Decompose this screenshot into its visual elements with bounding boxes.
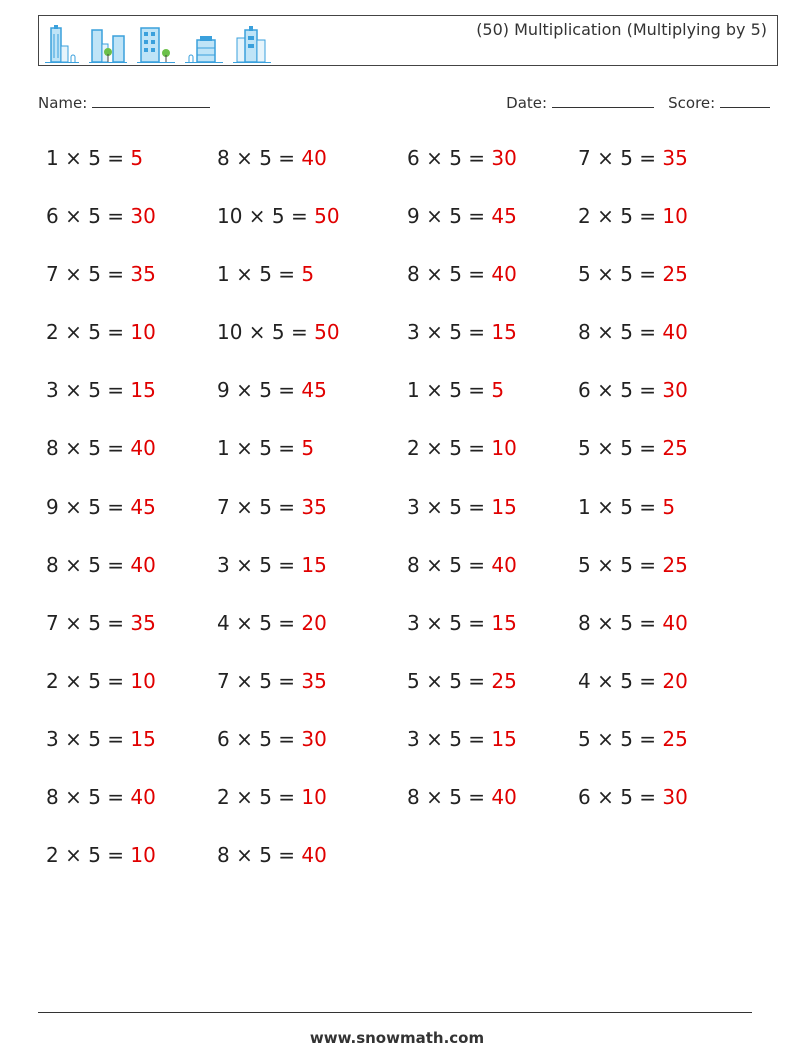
problem-question: 5 × 5 = <box>578 436 663 461</box>
problem-question: 8 × 5 = <box>578 610 663 635</box>
problem <box>407 785 517 809</box>
problem-question: 5 × 5 = <box>407 668 492 693</box>
problem <box>578 669 688 693</box>
problem-answer: 15 <box>491 726 517 751</box>
problem-question: 7 × 5 = <box>46 262 131 287</box>
problem-question: 5 × 5 = <box>578 726 663 751</box>
problem-question: 6 × 5 = <box>578 378 663 403</box>
problem-question: 3 × 5 = <box>46 378 131 403</box>
problem <box>217 785 327 809</box>
problem-answer: 15 <box>130 726 156 751</box>
problem <box>407 611 517 635</box>
problem <box>407 204 517 228</box>
problem-question: 6 × 5 = <box>217 726 302 751</box>
problem <box>217 262 314 286</box>
problem-answer: 40 <box>130 785 156 810</box>
footer-rule <box>38 1012 752 1013</box>
building-icon <box>185 24 223 64</box>
problem <box>46 727 156 751</box>
problem-question: 3 × 5 = <box>217 552 302 577</box>
problem-question: 2 × 5 = <box>46 320 131 345</box>
problem-answer: 35 <box>301 668 327 693</box>
problem-row <box>46 146 766 204</box>
problem-question: 1 × 5 = <box>217 436 302 461</box>
problem <box>46 843 156 867</box>
problem-question: 1 × 5 = <box>578 494 663 519</box>
problem-answer: 5 <box>301 436 315 461</box>
problem <box>578 727 688 751</box>
footer-url: www.snowmath.com <box>309 1029 485 1047</box>
problem-question: 2 × 5 = <box>46 668 131 693</box>
problem-grid <box>46 146 766 901</box>
problem-question: 6 × 5 = <box>46 204 131 229</box>
problem-answer: 35 <box>662 146 688 170</box>
problem <box>578 436 688 460</box>
problem-answer: 40 <box>130 436 156 461</box>
problem-question: 8 × 5 = <box>217 843 302 868</box>
problem <box>217 611 327 635</box>
problem-answer: 35 <box>130 262 156 287</box>
problem-answer: 40 <box>491 552 517 577</box>
problem-question: 3 × 5 = <box>407 726 492 751</box>
problem-answer: 40 <box>491 262 517 287</box>
problem <box>46 146 143 170</box>
problem-question: 8 × 5 = <box>407 785 492 810</box>
problem-answer: 40 <box>301 146 327 170</box>
building-icon <box>137 24 175 64</box>
problem-answer: 25 <box>662 726 688 751</box>
problem-answer: 50 <box>314 320 340 345</box>
problem <box>217 495 327 519</box>
problem-question: 6 × 5 = <box>578 785 663 810</box>
problem-question: 2 × 5 = <box>217 785 302 810</box>
score-line[interactable] <box>720 93 770 108</box>
problem <box>407 495 517 519</box>
worksheet-title: (50) Multiplication (Multiplying by 5) <box>476 20 767 39</box>
problem-question: 5 × 5 = <box>578 552 663 577</box>
problem-question: 1 × 5 = <box>217 262 302 287</box>
problem-answer: 15 <box>130 378 156 403</box>
problem-row <box>46 204 766 262</box>
problem-question: 7 × 5 = <box>217 494 302 519</box>
problem-question: 7 × 5 = <box>46 610 131 635</box>
problem-row <box>46 436 766 494</box>
problem-question: 1 × 5 = <box>407 378 492 403</box>
problem-answer: 40 <box>662 610 688 635</box>
problem-row <box>46 843 766 901</box>
problem-answer: 15 <box>301 552 327 577</box>
problem-answer: 25 <box>662 262 688 287</box>
problem-question: 7 × 5 = <box>217 668 302 693</box>
problem <box>46 204 156 228</box>
problem-question: 8 × 5 = <box>46 785 131 810</box>
building-icon <box>45 24 79 64</box>
problem <box>407 553 517 577</box>
problem-row <box>46 495 766 553</box>
problem-answer: 5 <box>301 262 315 287</box>
problem-answer: 40 <box>130 552 156 577</box>
problem <box>217 320 340 344</box>
problem-question: 5 × 5 = <box>578 262 663 287</box>
problem-answer: 20 <box>301 610 327 635</box>
problem <box>407 262 517 286</box>
problem <box>46 495 156 519</box>
problem <box>578 611 688 635</box>
problem <box>46 553 156 577</box>
problem <box>578 785 688 809</box>
problem-answer: 30 <box>491 146 517 170</box>
problem <box>578 553 688 577</box>
problem-answer: 10 <box>301 785 327 810</box>
problem-question: 9 × 5 = <box>46 494 131 519</box>
date-label: Date: <box>506 94 548 112</box>
problem-row <box>46 669 766 727</box>
problem-answer: 30 <box>130 204 156 229</box>
problem <box>407 320 517 344</box>
problem-question: 8 × 5 = <box>407 552 492 577</box>
problem <box>217 669 327 693</box>
date-line[interactable] <box>552 93 654 108</box>
problem-answer: 40 <box>491 785 517 810</box>
problem-question: 3 × 5 = <box>407 320 492 345</box>
problem <box>578 495 675 519</box>
header-box <box>38 15 778 66</box>
problem-question: 2 × 5 = <box>46 843 131 868</box>
name-line[interactable] <box>92 93 210 108</box>
problem <box>217 727 327 751</box>
problem-answer: 45 <box>301 378 327 403</box>
problem <box>407 146 517 170</box>
problem <box>578 146 688 170</box>
problem-answer: 50 <box>314 204 340 229</box>
name-field <box>38 93 210 112</box>
building-icon <box>233 24 271 64</box>
problem <box>407 378 504 402</box>
problem-answer: 10 <box>130 843 156 868</box>
problem-question: 8 × 5 = <box>578 320 663 345</box>
problem-answer: 5 <box>130 146 144 170</box>
problem-question: 1 × 5 = <box>46 146 131 170</box>
problem <box>217 146 327 170</box>
problem <box>217 436 314 460</box>
problem <box>217 204 340 228</box>
problem-question: 8 × 5 = <box>407 262 492 287</box>
problem <box>46 262 156 286</box>
problem <box>578 204 688 228</box>
problem-row <box>46 553 766 611</box>
problem-answer: 5 <box>662 494 676 519</box>
problem-answer: 10 <box>491 436 517 461</box>
problem-row <box>46 727 766 785</box>
problem-answer: 40 <box>662 320 688 345</box>
problem <box>46 669 156 693</box>
problem-question: 10 × 5 = <box>217 320 315 345</box>
problem <box>217 378 327 402</box>
date-score-field <box>506 93 770 112</box>
problem-answer: 15 <box>491 494 517 519</box>
problem-answer: 30 <box>662 785 688 810</box>
problem <box>46 378 156 402</box>
building-icon <box>89 24 127 64</box>
problem-answer: 40 <box>301 843 327 868</box>
problem <box>46 320 156 344</box>
problem-question: 3 × 5 = <box>407 610 492 635</box>
problem-question: 2 × 5 = <box>578 204 663 229</box>
problem-question: 9 × 5 = <box>217 378 302 403</box>
problem-question: 8 × 5 = <box>46 552 131 577</box>
problem-answer: 30 <box>662 378 688 403</box>
problem-answer: 10 <box>130 668 156 693</box>
problem-question: 6 × 5 = <box>407 146 492 170</box>
problem-row <box>46 378 766 436</box>
problem-question: 3 × 5 = <box>407 494 492 519</box>
problem-answer: 45 <box>130 494 156 519</box>
problem-question: 4 × 5 = <box>217 610 302 635</box>
problem-row <box>46 262 766 320</box>
problem-row <box>46 785 766 843</box>
problem <box>578 378 688 402</box>
problem-question: 8 × 5 = <box>217 146 302 170</box>
problem <box>407 669 517 693</box>
problem-question: 8 × 5 = <box>46 436 131 461</box>
problem-row <box>46 320 766 378</box>
problem-answer: 30 <box>301 726 327 751</box>
problem-answer: 45 <box>491 204 517 229</box>
problem-answer: 5 <box>491 378 505 403</box>
problem-answer: 25 <box>491 668 517 693</box>
problem <box>46 436 156 460</box>
name-label: Name: <box>38 94 88 112</box>
problem <box>407 436 517 460</box>
problem <box>46 611 156 635</box>
problem-question: 3 × 5 = <box>46 726 131 751</box>
problem-answer: 15 <box>491 610 517 635</box>
problem-row <box>46 611 766 669</box>
problem <box>578 262 688 286</box>
problem-question: 2 × 5 = <box>407 436 492 461</box>
problem <box>578 320 688 344</box>
problem-answer: 25 <box>662 552 688 577</box>
problem <box>407 727 517 751</box>
problem-answer: 15 <box>491 320 517 345</box>
problem-answer: 20 <box>662 668 688 693</box>
problem-answer: 35 <box>130 610 156 635</box>
problem <box>217 843 327 867</box>
problem-question: 4 × 5 = <box>578 668 663 693</box>
problem-answer: 10 <box>130 320 156 345</box>
problem-answer: 25 <box>662 436 688 461</box>
problem-question: 10 × 5 = <box>217 204 315 229</box>
problem-answer: 10 <box>662 204 688 229</box>
problem <box>46 785 156 809</box>
header-icons <box>45 20 271 64</box>
problem-question: 9 × 5 = <box>407 204 492 229</box>
score-label: Score: <box>668 94 716 112</box>
problem-answer: 35 <box>301 494 327 519</box>
problem-question: 7 × 5 = <box>578 146 663 170</box>
problem <box>217 553 327 577</box>
